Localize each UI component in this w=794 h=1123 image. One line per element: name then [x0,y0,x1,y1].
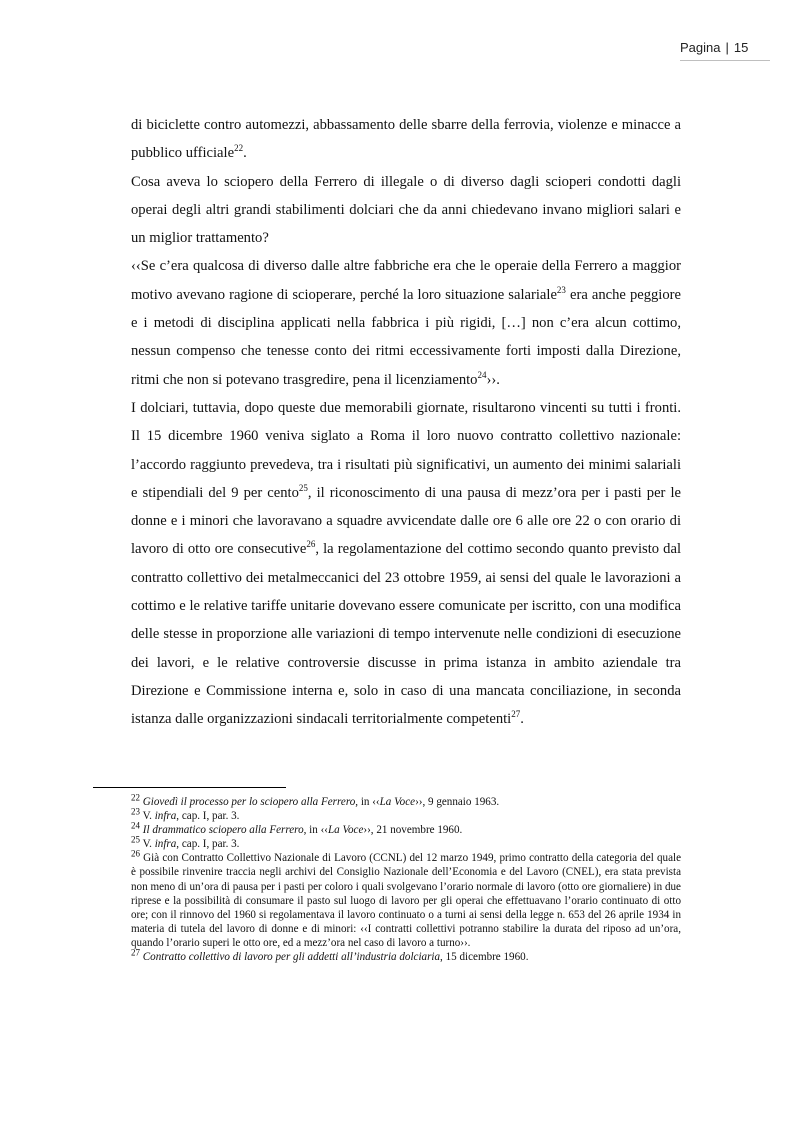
page-header [680,40,770,61]
paragraph-text: I dolciari, tuttavia, dopo queste due memorabili giornate, risultarono vincenti su tutti i fronti. Il 15 dicembre 1960 veniva siglato a Roma il loro nuovo contratto collettivo nazionale: l’accordo raggiunto prevedeva, tra i risultati più significativi, un aumento dei minimi salariali e stipendiali del 9 per cento [131,399,681,501]
footnote-text: Già con Contratto Collettivo Nazionale di Lavoro (CCNL) del 12 marzo 1949, primo contratto della categoria del quale è possibile rinvenire traccia negli archivi del Consiglio Nazionale dell’Economia e del Lavoro (CNEL), era stata prevista non meno di un’ora di pausa per i pasti per coloro i quali svolgevano l’orario normale di lavoro (otto ore giornaliere) in due riprese e la possibilità di consumare il pasto sul luogo di lavoro per gli operai che effettuavano l’orario continuato di otto ore; con il rinnovo del 1960 si regolamentava il lavoro continuato o a turni ai sensi della legge n. 653 del 26 aprile 1934 in materia di tutela del lavoro di donne e di minori: ‹‹I contratti collettivi potranno stabilire la durata del riposo ad un’ora, quando l’orario superi le otto ore, ed a mezz’ora nel caso di lavoro a turno››. [131,852,681,949]
paragraph-text: , il riconoscimento di una pausa di mezz’ora per i pasti per le donne e i minori che lavoravano a squadre avvicendate dalle ore 6 alle ore 22 o con orario di lavoro di otto ore consecutive [131,484,681,558]
footnote-ref: 26 [306,539,316,550]
footnote-number: 26 [131,848,140,859]
footnote-text: , in ‹‹ [303,824,328,837]
paragraph-tail: ››. [486,371,500,388]
footnote-number: 23 [131,806,140,817]
footnote [131,834,681,851]
footnote [131,820,681,837]
header-rule [680,60,770,61]
footnote-text: V. [142,838,155,851]
footnote-number: 27 [131,947,140,958]
footnote-italic: infra [154,810,177,823]
footnote-text: ››, 21 novembre 1960. [363,824,463,837]
footnote-ref: 24 [477,369,487,380]
footnote-separator [93,787,286,788]
paragraph [131,111,681,168]
paragraph-text: ‹‹Se c’era qualcosa di diverso dalle altre fabbriche era che le operaie della Ferrero a maggior motivo avevano ragione di scioperare, perché la loro situazione salariale [131,258,681,303]
footnote-number: 25 [131,834,140,845]
paragraph-text: , la regolamentazione del cottimo secondo quanto previsto dal contratto collettivo dei metalmeccanici del 23 ottobre 1959, ai sensi del quale le lavorazioni a cottimo e le relative tariffe unitarie dovevano essere comunicate per iscritto, con una modifica delle stesse in proporzione alle variazioni di tempo intervenute nelle condizioni di esecuzione dei lavori, e le relative controversie discusse in prima istanza in ambito aziendale tra Direzione e Commissione interna e, solo in caso di una mancata conciliazione, in seconda istanza dalle organizzazioni sindacali territorialmente competenti [131,541,681,728]
page-label-separator: | [725,40,729,55]
paragraph-tail: . [520,711,524,728]
footnote-text: V. [142,810,155,823]
paragraph-text: era anche peggiore e i metodi di disciplina applicati nella fabbrica i più rigidi, […] non c’era alcun cottimo, nessun compenso che tenesse conto dei ritmi eccessivamente forti imposti dalla Direzione, ritmi che non si potevano trasgredire, pena il licenziamento [131,286,681,388]
paragraph-text: Cosa aveva lo sciopero della Ferrero di illegale o di diverso dagli scioperi condotti dagli operai degli altri grandi stabilimenti dolciari che da anni chiedevano invano migliori salari e un miglior trattamento? [131,173,681,247]
quotation-paragraph [131,252,681,393]
footnote-number: 22 [131,792,140,803]
footnote-source: La Voce [379,796,416,808]
body-text [131,111,681,734]
footnote-text: , in ‹‹ [355,796,380,808]
footnotes [131,792,681,964]
footnote-ref: 25 [298,483,308,493]
footnote [131,947,681,964]
footnote-number: 24 [131,820,140,831]
footnote [131,792,681,809]
footnote-text: , cap. I, par. 3. [176,838,240,851]
footnote-text: , cap. I, par. 3. [176,810,240,823]
page-number-label [680,40,748,55]
paragraph [131,168,681,253]
footnote-ref: 23 [556,284,566,295]
footnote-ref: 27 [511,709,521,720]
footnote [131,806,681,823]
footnote [131,848,681,950]
footnote-title: Il drammatico sciopero alla Ferrero [142,824,304,837]
footnote-text: ››, 9 gennaio 1963. [415,796,500,808]
footnote-title: Giovedì il processo per lo sciopero alla Ferrero [142,796,356,808]
paragraph [131,394,681,734]
paragraph-tail: . [243,145,247,162]
footnote-title: Contratto collettivo di lavoro per gli addetti all’industria dolciaria [142,951,441,964]
footnote-source: La Voce [327,824,364,837]
footnote-text: , 15 dicembre 1960. [440,951,529,964]
page-number: 15 [733,40,749,55]
page-label-word: Pagina [680,40,721,55]
paragraph-text: di biciclette contro automezzi, abbassamento delle sbarre della ferrovia, violenze e minacce a pubblico ufficiale [131,117,681,162]
footnote-ref: 22 [234,143,244,154]
footnote-italic: infra [154,838,177,851]
